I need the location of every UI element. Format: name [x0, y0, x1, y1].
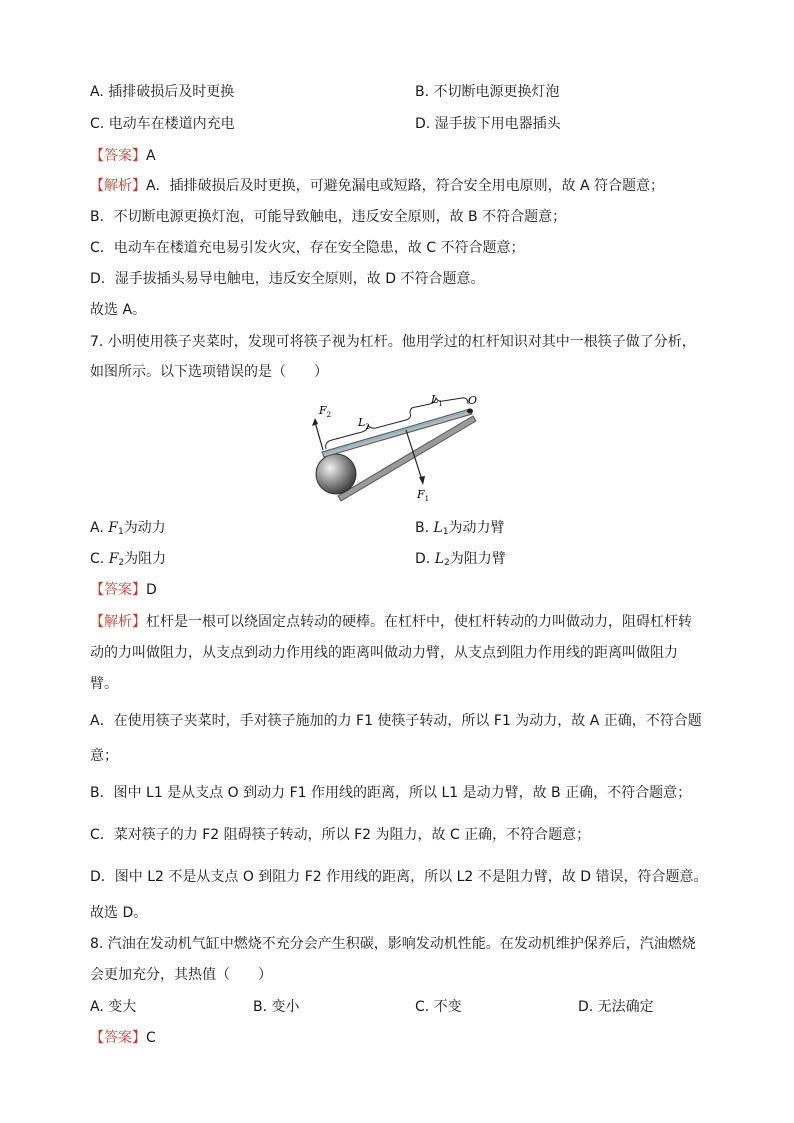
q7-option-d: [415, 549, 506, 573]
analysis-text: 杠杆是一根可以绕固定点转动的硬棒。在杠杆中，使杠杆转动的力叫做动力，阻碍杠杆转: [146, 614, 692, 630]
answer-tag: 【答案】: [90, 148, 146, 164]
q7-analysis-a-line2: 意；: [90, 748, 118, 764]
q7-analysis-a-line1: A．在使用筷子夹菜时，手对筷子施加的力 F1 使筷子转动，所以 F1 为动力，故 A 正确，不符合题: [90, 713, 702, 729]
food-ball: [316, 454, 356, 494]
q8-option-a: A. 变大: [90, 999, 137, 1015]
q7-analysis-p2: 动的力叫做阻力，从支点到动力作用线的距离叫做动力臂，从支点到阻力作用线的距离叫做阻力: [90, 645, 678, 661]
option-letter: A.: [90, 520, 109, 536]
answer-tag: 【答案】: [90, 582, 146, 598]
q6-conclusion: 故选 A。: [90, 302, 147, 318]
q6-analysis-c: C．电动车在楼道充电易引发火灾，存在安全隐患，故 C 不符合题意；: [90, 240, 525, 256]
option-text: 为动力: [123, 520, 166, 536]
option-subscript: 1: [117, 527, 124, 537]
q7-stem-line2: 如图所示。以下选项错误的是（ ）: [90, 364, 328, 380]
option-text: 为动力臂: [448, 520, 505, 536]
option-letter: C.: [90, 551, 109, 567]
option-subscript: 2: [118, 558, 125, 568]
analysis-tag: 【解析】: [90, 614, 146, 630]
q7-stem-line1: 7. 小明使用筷子夹菜时，发现可将筷子视为杠杆。他用学过的杠杆知识对其中一根筷子做了分析，: [90, 334, 696, 350]
option-symbol: L: [433, 520, 443, 536]
answer-tag: 【答案】: [90, 1030, 146, 1046]
option-subscript: 2: [443, 558, 450, 568]
q7-option-b: [415, 518, 505, 542]
analysis-text: A．插排破损后及时更换，可避免漏电或短路，符合安全用电原则，故 A 符合题意；: [146, 178, 665, 194]
q6-option-d: D. 湿手拔下用电器插头: [415, 116, 561, 132]
option-text: 为阻力: [124, 551, 167, 567]
label-l1: $L_1$: [431, 393, 443, 408]
q7-analysis-p3: 臂。: [90, 676, 118, 692]
answer-value: C: [146, 1030, 156, 1046]
force-f2-arrow: [315, 422, 323, 450]
option-letter: B.: [415, 520, 434, 536]
q8-option-d: D. 无法确定: [578, 999, 654, 1015]
label-f1: $F_1$: [417, 488, 430, 503]
q6-analysis-a: [90, 176, 664, 196]
answer-value: D: [146, 582, 157, 598]
q7-answer: [90, 580, 157, 600]
label-f2: $F_2$: [319, 404, 332, 419]
answer-value: A: [146, 148, 156, 164]
label-o: O: [468, 394, 478, 407]
chopstick-lever-figure: [310, 392, 490, 510]
q7-conclusion: 故选 D。: [90, 905, 148, 921]
option-symbol: L: [434, 551, 444, 567]
q7-analysis-d: D．图中 L2 不是从支点 O 到阻力 F2 作用线的距离，所以 L2 不是阻力臂，故 D 错误，符合题意。: [90, 869, 708, 885]
q8-stem-line1: 8. 汽油在发动机气缸中燃烧不充分会产生积碳，影响发动机性能。在发动机维护保养后，汽油燃烧: [90, 936, 696, 952]
force-f1-arrowhead: [419, 476, 425, 485]
option-symbol: F: [108, 520, 118, 536]
q8-stem-line2: 会更加充分，其热值（ ）: [90, 967, 272, 983]
pivot-point: [467, 409, 473, 414]
force-f2-arrowhead: [312, 418, 318, 426]
q6-answer: [90, 146, 156, 166]
label-l2: $L_2$: [358, 416, 370, 431]
q8-option-c: C. 不变: [415, 999, 462, 1015]
analysis-tag: 【解析】: [90, 178, 146, 194]
q7-analysis-b: B．图中 L1 是从支点 O 到动力 F1 作用线的距离，所以 L1 是动力臂，故 B 正确，不符合题意；: [90, 785, 692, 801]
option-subscript: 1: [442, 527, 449, 537]
q7-option-a: [90, 518, 166, 542]
q8-option-b: B. 变小: [253, 999, 300, 1015]
q6-option-b: B. 不切断电源更换灯泡: [415, 84, 560, 100]
q6-analysis-d: D．湿手拔插头易导电触电，违反安全原则，故 D 不符合题意。: [90, 271, 485, 287]
q6-option-c: C. 电动车在楼道内充电: [90, 116, 235, 132]
q6-analysis-b: B．不切断电源更换灯泡，可能导致触电，违反安全原则，故 B 不符合题意；: [90, 209, 567, 225]
option-text: 为阻力臂: [449, 551, 506, 567]
q7-analysis-c: C．菜对筷子的力 F2 阻碍筷子转动，所以 F2 为阻力，故 C 正确，不符合题意；: [90, 827, 591, 843]
q6-option-a: A. 插排破损后及时更换: [90, 84, 235, 100]
q8-answer: [90, 1028, 156, 1048]
q7-analysis-p1: [90, 612, 692, 632]
q7-option-c: [90, 549, 166, 573]
option-symbol: F: [108, 551, 119, 567]
option-letter: D.: [415, 551, 435, 567]
lever-diagram: [310, 392, 490, 510]
